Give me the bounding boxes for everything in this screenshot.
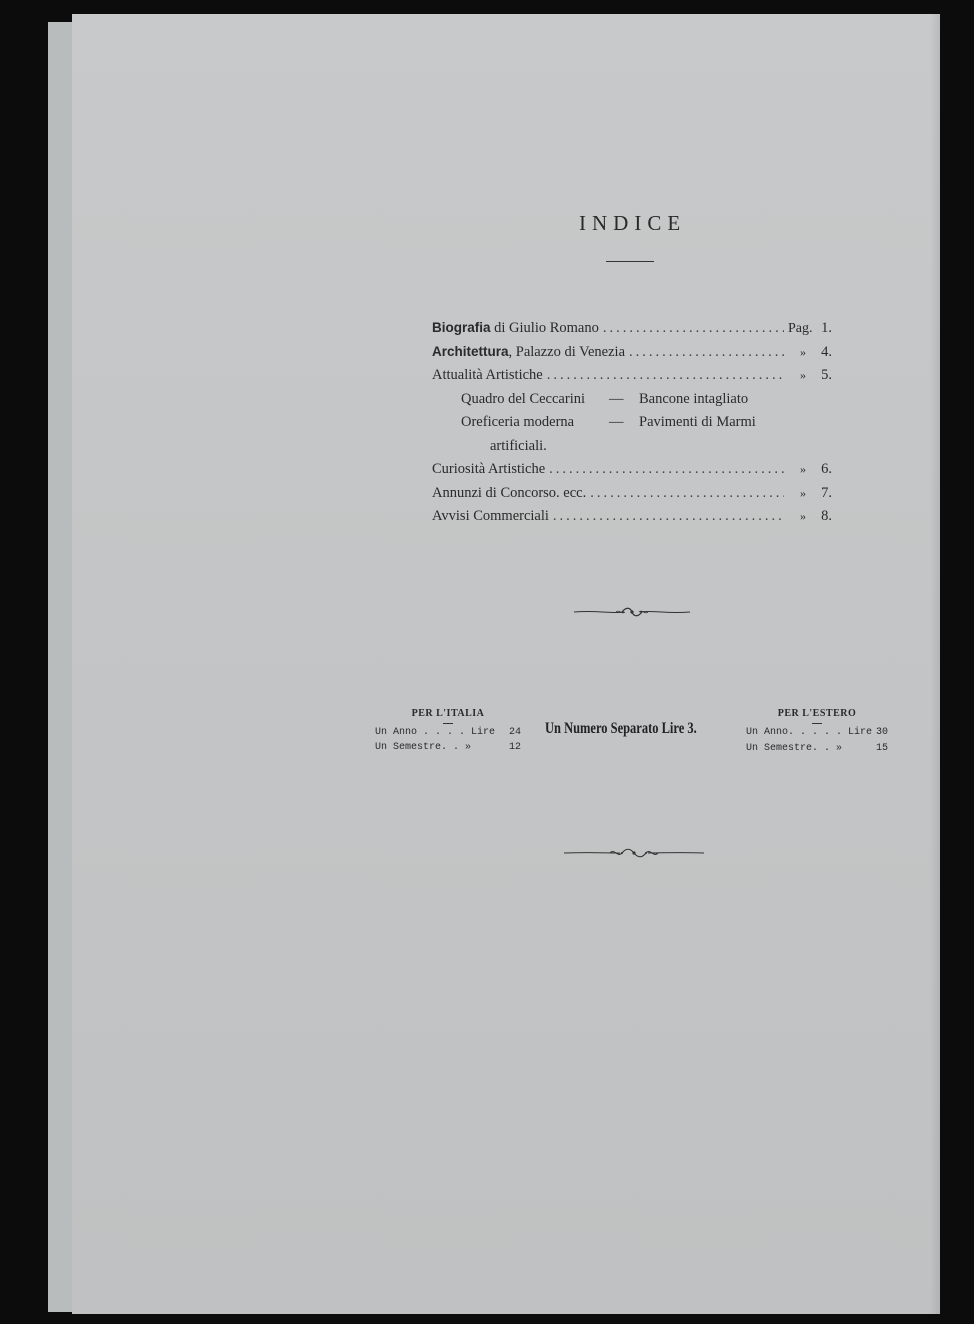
subscription-year-label: Un Anno . . . . Lire (375, 727, 496, 738)
toc-ditto-mark: » (800, 368, 806, 382)
ornament-divider-icon (562, 844, 706, 860)
toc-entry-label (432, 367, 543, 384)
toc-ditto-mark: » (800, 462, 806, 476)
toc-ditto-mark: » (800, 509, 806, 523)
toc-entry-text: Avvisi Commerciali (432, 508, 549, 524)
toc-leader-dots (547, 367, 784, 384)
toc-leader-dots (629, 344, 784, 361)
subscription-half-label: Un Semestre. . » (375, 742, 472, 753)
subscription-half-value: 12 (508, 742, 521, 753)
toc-entry-text: Annunzi di Concorso. ecc. (432, 484, 587, 501)
ornament-divider-icon (572, 604, 692, 620)
subscription-italy-heading: PER L'ITALIA (411, 708, 485, 719)
subscription-abroad-heading: PER L'ESTERO (777, 708, 857, 719)
toc-page-number: 1. (821, 320, 832, 336)
toc-sub-item: Pavimenti di Marmi (639, 414, 756, 430)
toc-sub-item: Oreficeria moderna (461, 414, 575, 430)
toc-ditto-mark: » (800, 344, 806, 359)
toc-entry-bold: Biografia (432, 320, 491, 335)
toc-sub-item: Bancone intagliato (639, 390, 749, 407)
subscription-year-label: Un Anno. . . . . Lire (746, 727, 873, 738)
toc-ditto-mark: » (800, 485, 806, 500)
toc-entry-text: , Palazzo di Venezia (508, 343, 626, 360)
heading-rule (812, 723, 822, 724)
toc-page-number: 4. (821, 343, 832, 360)
toc-entry (432, 320, 832, 344)
toc-page-number: 7. (821, 484, 832, 501)
toc-sub-row (432, 391, 832, 415)
subscription-italy (375, 708, 521, 757)
toc-leader-dots (553, 508, 784, 525)
toc-entry-text: Attualità Artistiche (432, 367, 543, 383)
toc-entry (432, 344, 832, 368)
toc-sub-dash: — (609, 390, 624, 407)
subscription-abroad (746, 708, 888, 758)
toc-entry-label (432, 508, 549, 525)
subscription-year-value: 24 (508, 727, 521, 738)
subscription-half-label: Un Semestre. . » (746, 743, 843, 754)
toc-entry-text: di Giulio Romano (490, 320, 599, 336)
toc-leader-dots (603, 320, 784, 337)
paper-sheet (72, 14, 940, 1314)
subscription-year-value: 30 (875, 727, 888, 738)
toc-sub-row (432, 414, 832, 438)
table-of-contents (432, 320, 832, 532)
subscription-half-line (746, 742, 888, 758)
toc-sub-item: artificiali. (490, 437, 547, 454)
toc-page-number: 6. (821, 461, 832, 477)
toc-page-prefix: Pag. (788, 321, 813, 336)
subscription-half-line (375, 742, 521, 757)
subscription-year-line (375, 727, 521, 742)
sheet-edge-shadow (930, 14, 940, 1314)
toc-entry-label (432, 344, 625, 361)
toc-sub-row (432, 438, 832, 462)
toc-entry (432, 508, 832, 532)
index-title: INDICE (579, 211, 687, 235)
heading-rule (443, 723, 453, 724)
toc-entry-text: Curiosità Artistiche (432, 461, 546, 477)
toc-entry-label (432, 485, 586, 502)
toc-entry-label (432, 320, 599, 337)
toc-page-number: 8. (821, 508, 832, 524)
toc-entry (432, 367, 832, 391)
subscription-half-value: 15 (875, 743, 888, 754)
toc-leader-dots (590, 485, 784, 502)
toc-entry (432, 461, 832, 485)
toc-entry-label (432, 461, 545, 478)
toc-leader-dots (549, 461, 784, 478)
subscription-year-line (746, 727, 888, 742)
toc-sub-dash: — (609, 414, 624, 430)
toc-page-number: 5. (821, 367, 832, 383)
toc-sub-item: Quadro del Ceccarini (461, 390, 586, 407)
title-rule (606, 261, 654, 262)
toc-entry-bold: Architettura (432, 343, 509, 359)
toc-entry (432, 485, 832, 509)
single-issue-price: Un Numero Separato Lire 3. (545, 720, 697, 737)
